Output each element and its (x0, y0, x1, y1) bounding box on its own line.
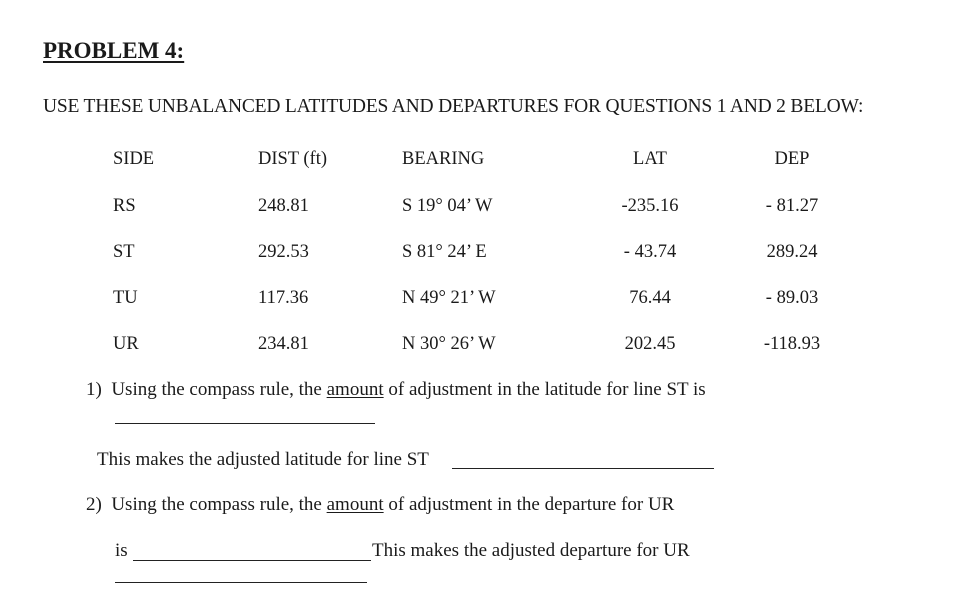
cell-side: UR (113, 334, 139, 354)
header-dep: DEP (774, 149, 810, 169)
instructions-text: USE THESE UNBALANCED LATITUDES AND DEPARTURES FOR QUESTIONS 1 AND 2 BELOW: (43, 96, 864, 117)
cell-side: RS (113, 196, 136, 216)
cell-lat: -235.16 (621, 196, 679, 216)
question-text-pre: Using the compass rule, the (111, 379, 327, 400)
cell-bearing: S 19° 04’ W (402, 196, 493, 216)
cell-dist: 234.81 (258, 334, 309, 354)
question-text-post: of adjustment in the latitude for line ST is (383, 379, 706, 400)
header-side: SIDE (113, 149, 155, 169)
underlined-word: amount (326, 494, 384, 515)
question-text-pre: Using the compass rule, the (111, 494, 327, 515)
cell-lat: - 43.74 (623, 242, 677, 262)
question-text-post: of adjustment in the departure for UR (383, 494, 675, 515)
question-number: 1) (86, 379, 102, 400)
q2-is-label: is (115, 540, 128, 561)
q2-followup-text: This makes the adjusted departure for UR (372, 540, 690, 561)
cell-dep: 289.24 (766, 242, 818, 262)
cell-dep: - 81.27 (765, 196, 819, 216)
cell-bearing: N 49° 21’ W (402, 288, 496, 308)
cell-bearing: S 81° 24’ E (402, 242, 487, 262)
question-2 (86, 494, 674, 516)
question-1 (86, 379, 706, 401)
cell-dep: -118.93 (763, 334, 821, 354)
cell-bearing: N 30° 26’ W (402, 334, 496, 354)
cell-dep: - 89.03 (765, 288, 819, 308)
problem-title: PROBLEM 4: (43, 38, 185, 63)
answer-blank-q2-adjusted-dep[interactable] (115, 582, 367, 583)
cell-side: ST (113, 242, 135, 262)
answer-blank-q1-adjusted-lat[interactable] (452, 468, 714, 469)
header-dist: DIST (ft) (258, 149, 328, 169)
cell-lat: 76.44 (629, 288, 671, 308)
header-lat: LAT (633, 149, 667, 169)
q1-followup-text: This makes the adjusted latitude for line ST (97, 449, 429, 470)
cell-lat: 202.45 (624, 334, 676, 354)
question-number: 2) (86, 494, 102, 515)
answer-blank-q1-amount[interactable] (115, 423, 375, 424)
cell-side: TU (113, 288, 138, 308)
header-bearing: BEARING (402, 149, 485, 169)
answer-blank-q2-amount[interactable] (133, 560, 371, 561)
cell-dist: 248.81 (258, 196, 309, 216)
cell-dist: 292.53 (258, 242, 309, 262)
cell-dist: 117.36 (258, 288, 309, 308)
underlined-word: amount (326, 379, 384, 400)
